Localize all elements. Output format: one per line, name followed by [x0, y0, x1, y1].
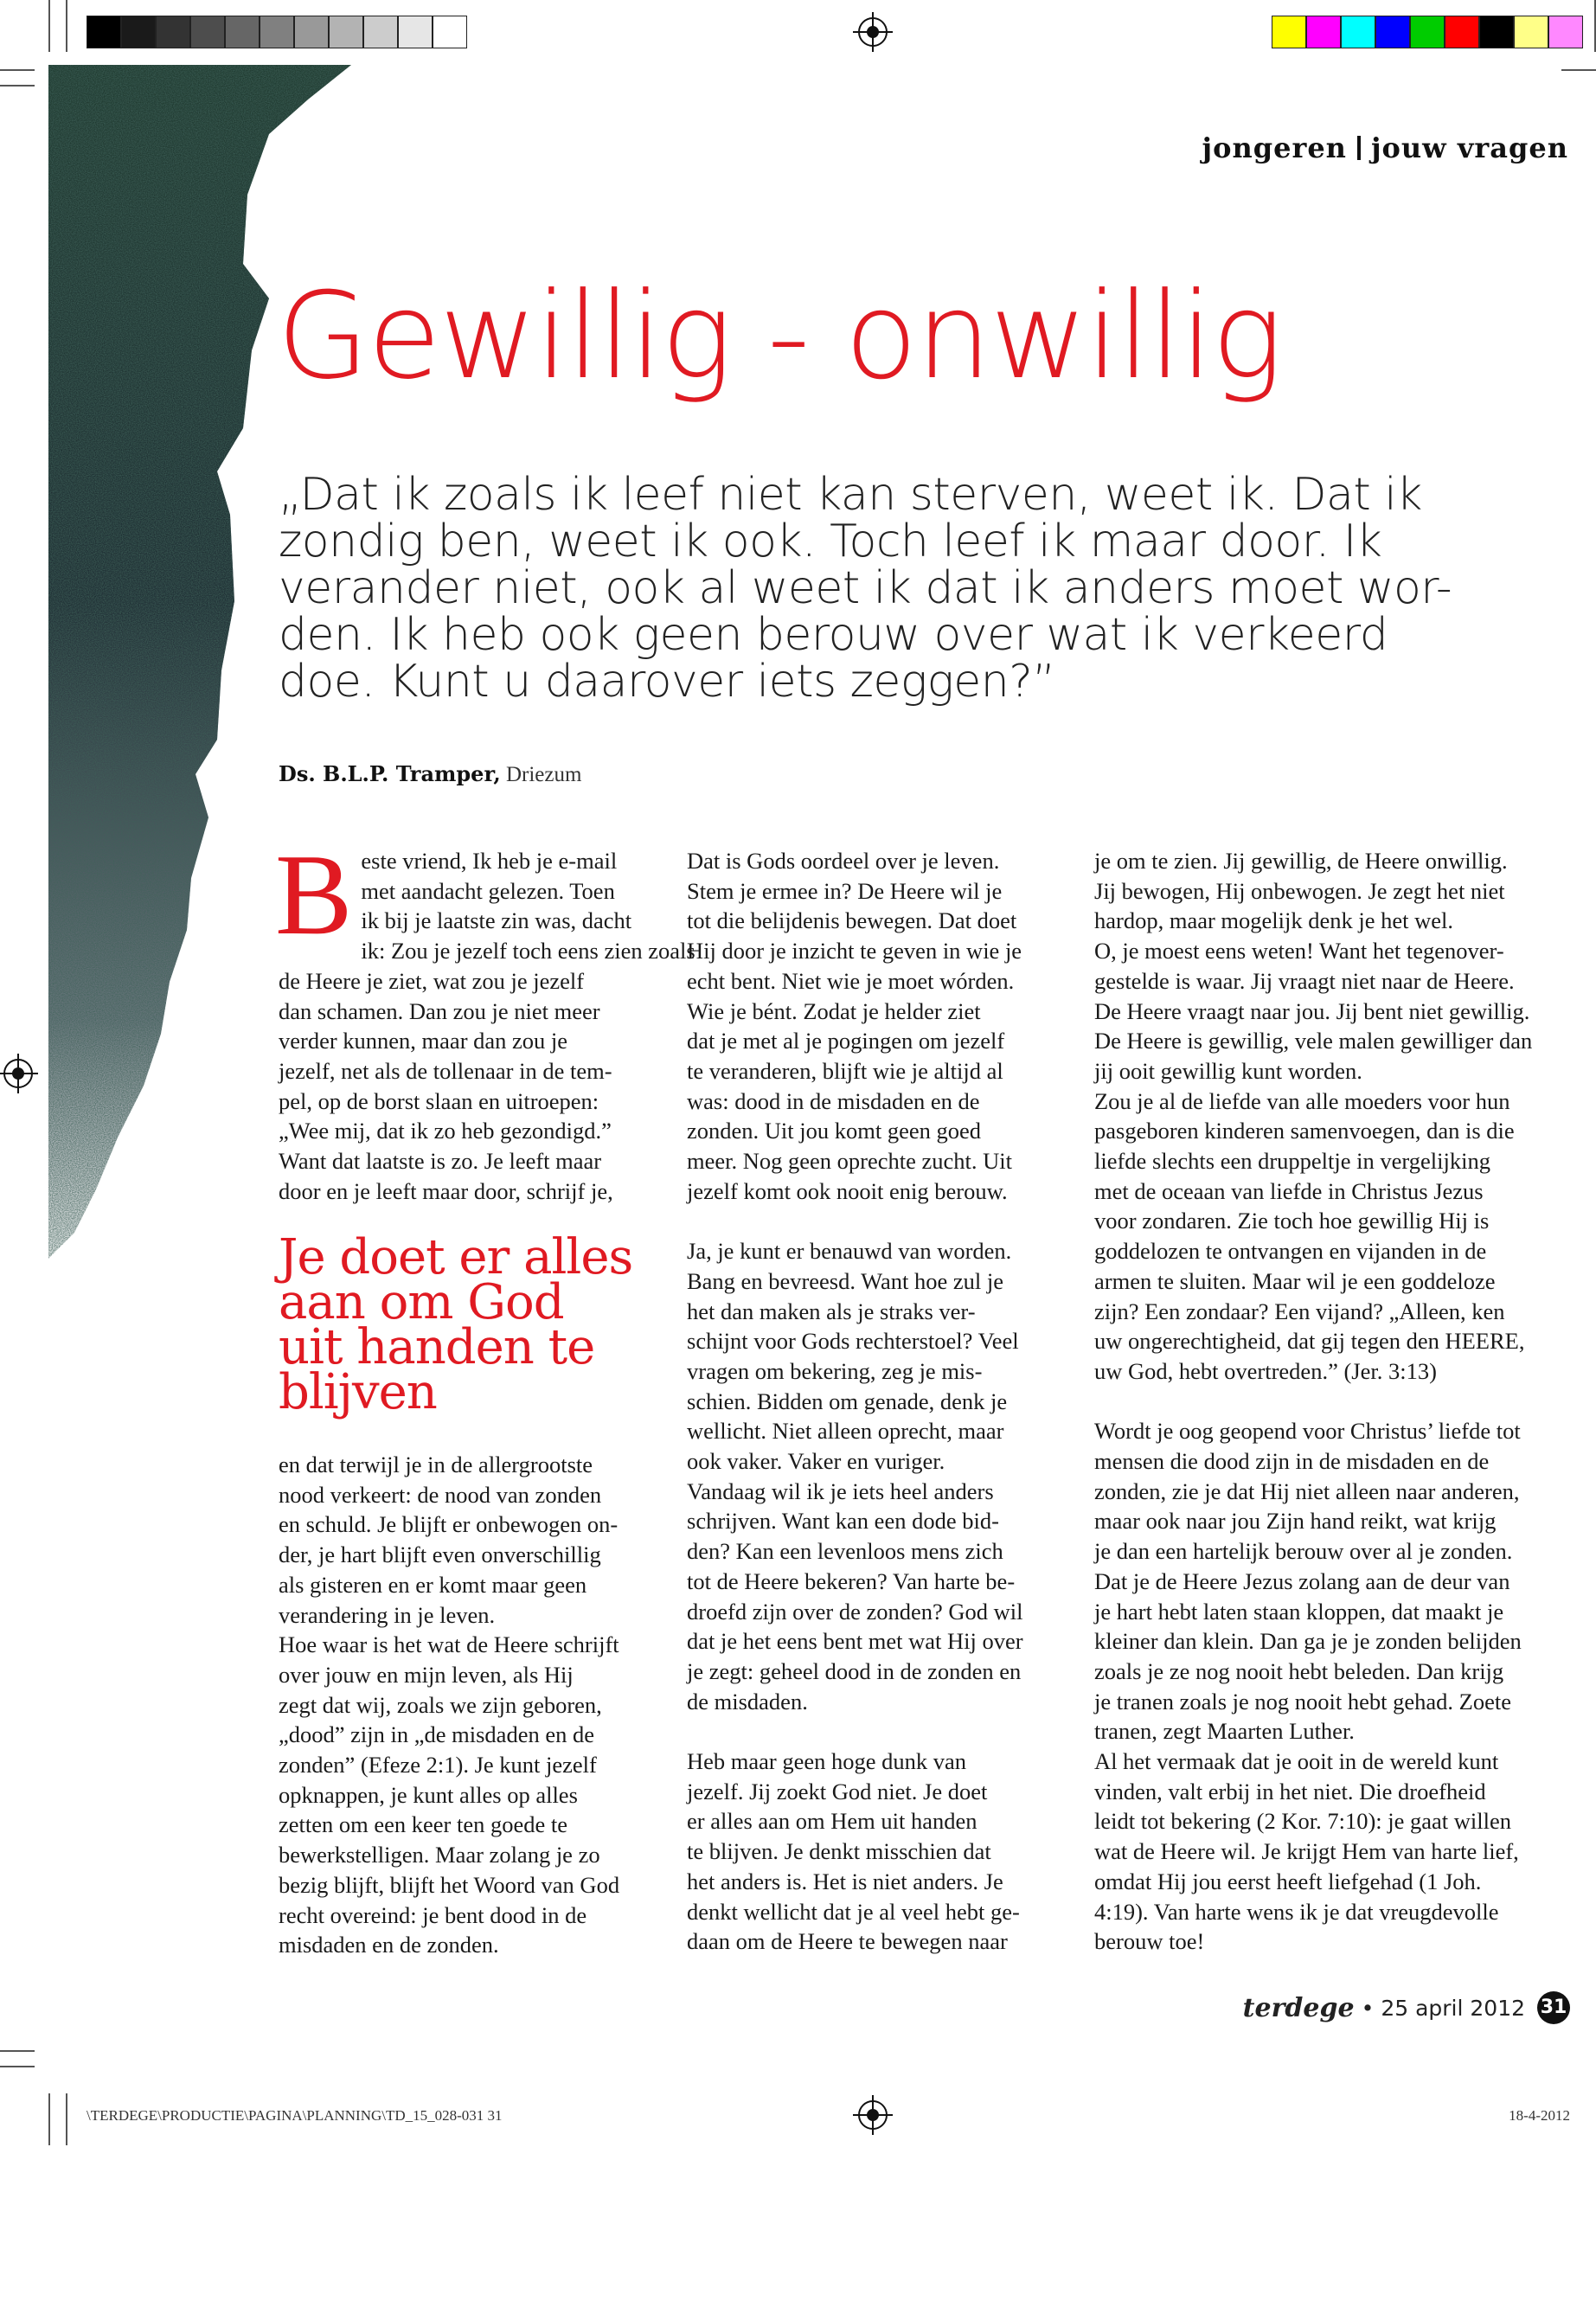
color-swatch: [1445, 16, 1479, 48]
pull-quote-line: blijven: [279, 1364, 437, 1420]
color-swatch: [1514, 16, 1548, 48]
crop-mark: [0, 2050, 35, 2052]
footer-bullet: •: [1361, 1995, 1375, 2021]
body-line: verandering in je leven.: [279, 1601, 496, 1628]
body-line: over jouw en mijn leven, als Hij: [279, 1661, 574, 1688]
color-swatch: [190, 16, 225, 48]
body-line: mensen die dood zijn in de misdaden en de: [1094, 1448, 1490, 1475]
body-line: denkt wellicht dat je al veel hebt ge-: [687, 1898, 1020, 1925]
body-line: tot die belijdenis bewegen. Dat doet: [687, 907, 1017, 934]
body-line: jij ooit gewillig kunt worden.: [1094, 1057, 1362, 1084]
body-line: liefde slechts een druppeltje in vergelijking: [1094, 1148, 1490, 1175]
article-lead: [279, 469, 1490, 708]
body-line: zijn? Een zondaar? Een vijand? „Alleen, ken: [1094, 1298, 1505, 1324]
body-line: misdaden en de zonden.: [279, 1932, 499, 1958]
registration-mark-left: [3, 1059, 33, 1088]
body-line: jezelf. Jij zoekt God niet. Je doet: [687, 1778, 988, 1804]
pull-quote-line: aan om God: [279, 1274, 564, 1330]
body-line: zonden. Uit jou komt geen goed: [687, 1118, 982, 1144]
body-line: omdat Hij jou eerst heeft liefgehad (1 Joh.: [1094, 1868, 1482, 1894]
color-swatch: [1341, 16, 1375, 48]
body-line: wat de Heere wil. Je krijgt Hem van harte lief,: [1094, 1838, 1519, 1865]
body-line: uw God, hebt overtreden.” (Jer. 3:13): [1094, 1357, 1437, 1384]
body-line: en schuld. Je blijft er onbewogen on-: [279, 1511, 619, 1538]
body-line: het anders is. Het is niet anders. Je: [687, 1868, 1003, 1894]
column-1-top: [275, 830, 695, 1206]
body-line: te veranderen, blijft wie je altijd al: [687, 1057, 1003, 1084]
lead-line: doe. Kunt u daarover iets zeggen?”: [279, 656, 1055, 708]
color-swatch: [1410, 16, 1445, 48]
body-line: je om te zien. Jij gewillig, de Heere onwillig.: [1094, 848, 1508, 874]
color-swatch: [121, 16, 156, 48]
color-swatch: [363, 16, 398, 48]
body-line: De Heere vraagt naar jou. Jij bent niet gewillig.: [1094, 997, 1530, 1024]
column-2: [687, 846, 1067, 1957]
body-line: echt bent. Niet wie je moet wórden.: [687, 967, 1015, 994]
body-line: De Heere is gewillig, vele malen gewilliger dan: [1094, 1028, 1533, 1054]
body-line: met aandacht gelezen. Toen: [361, 877, 615, 904]
body-line: voor zondaren. Zie toch hoe gewillig Hij is: [1094, 1208, 1490, 1234]
crop-mark: [48, 0, 50, 52]
body-line: hardop, maar mogelijk denk je het wel.: [1094, 907, 1454, 934]
body-line: Bang en bevreesd. Want hoe zul je: [687, 1267, 1004, 1294]
body-line: je zegt: geheel dood in de zonden en: [687, 1657, 1022, 1684]
body-line: Vandaag wil ik je iets heel anders: [687, 1477, 994, 1504]
body-line: zegt dat wij, zoals we zijn geboren,: [279, 1691, 602, 1718]
body-line: dat je met al je pogingen om jezelf: [687, 1028, 1005, 1054]
body-line: Stem je ermee in? De Heere wil je: [687, 877, 1003, 904]
section-name: jongeren: [1202, 131, 1347, 164]
body-line: recht overeind: je bent dood in de: [279, 1901, 587, 1928]
body-line: [687, 1716, 1067, 1747]
color-swatch: [1272, 16, 1306, 48]
color-swatch: [1548, 16, 1583, 48]
lead-line: zondig ben, weet ik ook. Toch leef ik maar door. Ik: [279, 516, 1382, 567]
pull-quote-line: uit handen te: [279, 1319, 595, 1375]
body-line: der, je hart blijft even onverschillig: [279, 1541, 601, 1568]
production-slug-path: \TERDEGE\PRODUCTIE\PAGINA\PLANNING\TD_15_028-031 31: [87, 2107, 503, 2124]
body-line: Al het vermaak dat je ooit in de wereld kunt: [1094, 1748, 1499, 1775]
color-swatch: [225, 16, 260, 48]
page-number: 31: [1537, 1991, 1570, 2024]
body-line: was: dood in de misdaden en de: [687, 1087, 980, 1114]
column-3: [1094, 846, 1579, 1957]
magazine-brand: terdege: [1242, 1992, 1355, 2023]
body-line: Wie je bént. Zodat je helder ziet: [687, 997, 981, 1024]
color-swatch: [329, 16, 363, 48]
body-line: het dan maken als je straks ver-: [687, 1298, 976, 1324]
section-label: [1202, 131, 1568, 164]
production-slug-date: 18-4-2012: [1509, 2107, 1570, 2124]
body-line: ook vaker. Vaker en vuriger.: [687, 1448, 945, 1475]
body-line: uw ongerechtigheid, dat gij tegen den HEERE,: [1094, 1328, 1525, 1355]
body-line: zonden, zie je dat Hij niet alleen naar anderen,: [1094, 1477, 1520, 1504]
lead-line: den. Ik heb ook geen berouw over wat ik verkeerd: [279, 609, 1388, 661]
body-line: kleiner dan klein. Dan ga je je zonden belijden: [1094, 1628, 1522, 1655]
body-line: als gisteren en er komt maar geen: [279, 1571, 587, 1598]
body-line: droefd zijn over de zonden? God wil: [687, 1598, 1023, 1625]
color-swatch: [1306, 16, 1341, 48]
body-line: je dan een hartelijk berouw over al je zonden.: [1094, 1538, 1513, 1565]
body-line: zonden” (Efeze 2:1). Je kunt jezelf: [279, 1752, 597, 1779]
registration-mark-top: [858, 17, 888, 47]
color-swatch: [294, 16, 329, 48]
crop-mark: [1561, 69, 1596, 71]
body-line: vragen om bekering, zeg je mis-: [687, 1357, 983, 1384]
body-line: [1094, 1387, 1579, 1417]
column-1-bottom: [279, 1450, 619, 1960]
body-line: berouw toe!: [1094, 1928, 1205, 1955]
body-line: O, je moest eens weten! Want het tegenover-: [1094, 938, 1504, 965]
color-swatch: [156, 16, 190, 48]
article-title: Gewillig - onwillig: [277, 266, 1282, 406]
crop-mark: [0, 2066, 35, 2067]
body-line: leidt tot bekering (2 Kor. 7:10): je gaat willen: [1094, 1808, 1512, 1835]
body-line: door en je leeft maar door, schrijf je,: [279, 1177, 613, 1204]
body-line: je hart hebt laten staan kloppen, dat maakt je: [1094, 1598, 1504, 1625]
body-line: te blijven. Je denkt misschien dat: [687, 1838, 991, 1865]
body-line: Heb maar geen hoge dunk van: [687, 1748, 967, 1775]
body-line: Jij bewogen, Hij onbewogen. Je zegt het niet: [1094, 877, 1505, 904]
body-line: vinden, valt erbij in het niet. Die droefheid: [1094, 1778, 1486, 1804]
pull-quote: [279, 1229, 668, 1420]
body-line: „dood” zijn in „de misdaden en de: [279, 1721, 594, 1748]
body-line: dan schamen. Dan zou je niet meer: [279, 997, 600, 1024]
pull-quote-line: Je doet er alles: [279, 1229, 633, 1285]
color-swatch: [260, 16, 294, 48]
body-line: Wordt je oog geopend voor Christus’ liefde tot: [1094, 1418, 1521, 1445]
body-line: zoals je ze nog nooit hebt beleden. Dan krijg: [1094, 1657, 1504, 1684]
color-swatch: [433, 16, 467, 48]
color-swatch: [1479, 16, 1514, 48]
body-line: ik bij je laatste zin was, dacht: [361, 907, 632, 934]
body-line: den? Kan een levenloos mens zich: [687, 1538, 1003, 1565]
body-line: pasgeboren kinderen samenvoegen, dan is die: [1094, 1118, 1515, 1144]
body-line: 4:19). Van harte wens ik je dat vreugdevolle: [1094, 1898, 1499, 1925]
color-swatch-bar: [1272, 16, 1583, 50]
body-line: wellicht. Niet alleen oprecht, maar: [687, 1418, 1004, 1445]
body-line: zetten om een keer ten goede te: [279, 1811, 568, 1838]
body-line: [687, 1206, 1067, 1236]
crop-mark: [66, 0, 67, 52]
body-line: tot de Heere bekeren? Van harte be-: [687, 1567, 1016, 1594]
body-line: verder kunnen, maar dan zou je: [279, 1028, 568, 1054]
color-swatch: [87, 16, 121, 48]
body-line: este vriend, Ik heb je e-mail: [361, 848, 618, 874]
body-line: „Wee mij, dat ik zo heb gezondigd.”: [279, 1118, 612, 1144]
body-line: Want dat laatste is zo. Je leeft maar: [279, 1148, 602, 1175]
body-line: en dat terwijl je in de allergrootste: [279, 1452, 593, 1477]
subsection-name: jouw vragen: [1370, 131, 1568, 164]
body-line: Hoe waar is het wat de Heere schrijft: [279, 1631, 619, 1658]
lead-line: „Dat ik zoals ik leef niet kan sterven, weet ik. Dat ik: [279, 469, 1422, 521]
page-footer: [1243, 1991, 1570, 2024]
body-line: jezelf, net als de tollenaar in de tem-: [279, 1057, 612, 1084]
body-line: opknappen, je kunt alles op alles: [279, 1781, 578, 1808]
body-line: jezelf komt ook nooit enig berouw.: [687, 1177, 1008, 1204]
author-name: Ds. B.L.P. Tramper,: [279, 761, 501, 786]
issue-date: 25 april 2012: [1381, 1995, 1525, 2021]
body-line: Hij door je inzicht te geven in wie je: [687, 938, 1022, 965]
gray-swatch-bar: [87, 16, 467, 50]
body-line: de misdaden.: [687, 1688, 808, 1715]
body-line: je tranen zoals je nog nooit hebt gehad. Zoete: [1094, 1688, 1511, 1715]
author-place: Driezum: [505, 763, 582, 786]
body-line: schien. Bidden om genade, denk je: [687, 1388, 1008, 1414]
body-line: nood verkeert: de nood van zonden: [279, 1481, 602, 1508]
lead-line: verander niet, ook al weet ik dat ik anders moet wor-: [279, 562, 1452, 614]
body-line: schijnt voor Gods rechterstoel? Veel: [687, 1328, 1019, 1355]
body-line: gestelde is waar. Jij vraagt niet naar de Heere.: [1094, 967, 1515, 994]
body-line: Dat je de Heere Jezus zolang aan de deur van: [1094, 1567, 1510, 1594]
body-line: bezig blijft, blijft het Woord van God: [279, 1871, 620, 1898]
body-line: dat je het eens bent met wat Hij over: [687, 1628, 1023, 1655]
body-line: daan om de Heere te bewegen naar: [687, 1928, 1008, 1955]
body-line: meer. Nog geen oprechte zucht. Uit: [687, 1148, 1013, 1175]
crop-mark: [0, 69, 35, 71]
byline: [279, 761, 581, 787]
body-line: maar ook naar jou Zijn hand reikt, wat krijg: [1094, 1508, 1497, 1535]
body-line: ik: Zou je jezelf toch eens zien zoals: [361, 938, 695, 965]
body-line: tranen, zegt Maarten Luther.: [1094, 1718, 1355, 1745]
body-line: armen te sluiten. Maar wil je een goddeloze: [1094, 1267, 1496, 1294]
color-swatch: [1375, 16, 1410, 48]
body-line: er alles aan om Hem uit handen: [687, 1808, 977, 1835]
body-line: bewerkstelligen. Maar zolang je zo: [279, 1842, 600, 1868]
body-line: de Heere je ziet, wat zou je jezelf: [279, 967, 585, 994]
body-line: Ja, je kunt er benauwd van worden.: [687, 1238, 1012, 1265]
body-line: schrijven. Want kan een dode bid-: [687, 1508, 999, 1535]
body-line: goddelozen te ontvangen en vijanden in de: [1094, 1238, 1487, 1265]
registration-mark-bottom: [858, 2100, 888, 2130]
body-line: pel, op de borst slaan en uitroepen:: [279, 1087, 599, 1114]
color-swatch: [398, 16, 433, 48]
crop-mark: [48, 2093, 50, 2145]
body-line: Dat is Gods oordeel over je leven.: [687, 848, 1000, 874]
crop-mark: [66, 2093, 67, 2145]
body-line: met de oceaan van liefde in Christus Jezus: [1094, 1177, 1484, 1204]
drop-cap: B: [275, 830, 353, 958]
crop-mark: [0, 85, 35, 87]
body-line: Zou je al de liefde van alle moeders voor hun: [1094, 1087, 1510, 1114]
section-separator: [1357, 136, 1361, 160]
